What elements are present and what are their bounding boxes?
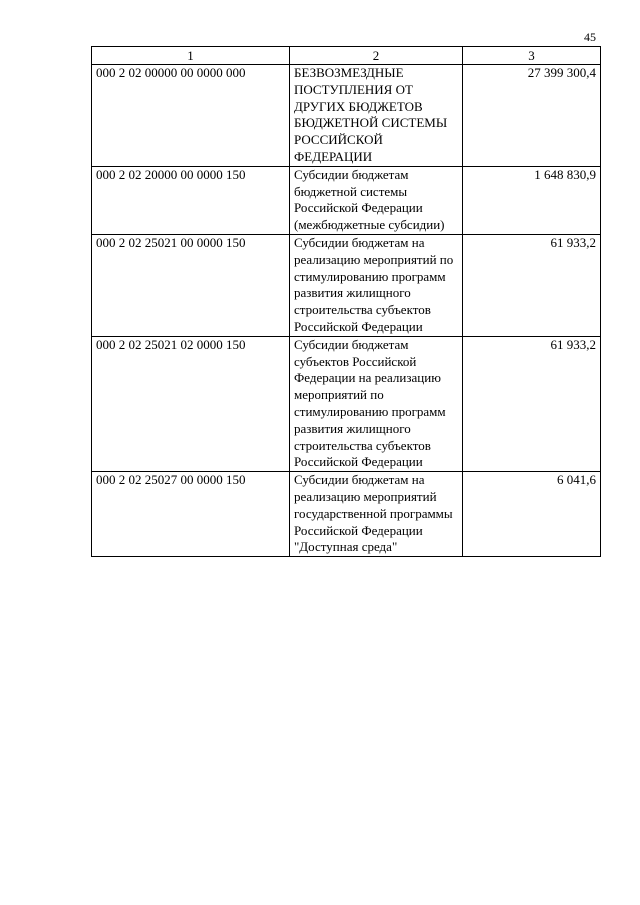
- column-header-3: 3: [463, 47, 601, 65]
- column-header-1: 1: [92, 47, 290, 65]
- column-header-2: 2: [290, 47, 463, 65]
- amount: 1 648 830,9: [463, 166, 601, 234]
- budget-code: 000 2 02 25021 02 0000 150: [92, 336, 290, 471]
- item-name: Субсидии бюджетам бюджетной системы Российской Федерации (межбюджетные субсидии): [290, 166, 463, 234]
- budget-code: 000 2 02 25021 00 0000 150: [92, 234, 290, 336]
- amount: 27 399 300,4: [463, 65, 601, 167]
- table-row: [92, 336, 601, 471]
- table-body: [92, 65, 601, 557]
- item-name: Субсидии бюджетам на реализацию мероприятий государственной программы Российской Федерации "Доступная среда": [290, 472, 463, 557]
- budget-code: 000 2 02 00000 00 0000 000: [92, 65, 290, 167]
- amount: 61 933,2: [463, 234, 601, 336]
- table-row: [92, 234, 601, 336]
- budget-table: [91, 46, 601, 557]
- table-row: [92, 65, 601, 167]
- item-name: Субсидии бюджетам субъектов Российской Федерации на реализацию мероприятий по стимулированию программ развития жилищного строительства субъектов Российской Федерации: [290, 336, 463, 471]
- amount: 61 933,2: [463, 336, 601, 471]
- table-row: [92, 472, 601, 557]
- budget-code: 000 2 02 20000 00 0000 150: [92, 166, 290, 234]
- table-header: [92, 47, 601, 65]
- item-name: Субсидии бюджетам на реализацию мероприятий по стимулированию программ развития жилищного строительства субъектов Российской Федерации: [290, 234, 463, 336]
- item-name: БЕЗВОЗМЕЗДНЫЕ ПОСТУПЛЕНИЯ ОТ ДРУГИХ БЮДЖЕТОВ БЮДЖЕТНОЙ СИСТЕМЫ РОССИЙСКОЙ ФЕДЕРАЦИИ: [290, 65, 463, 167]
- budget-code: 000 2 02 25027 00 0000 150: [92, 472, 290, 557]
- amount: 6 041,6: [463, 472, 601, 557]
- page-number: 45: [584, 30, 596, 44]
- table-row: [92, 166, 601, 234]
- header-row: [92, 47, 601, 65]
